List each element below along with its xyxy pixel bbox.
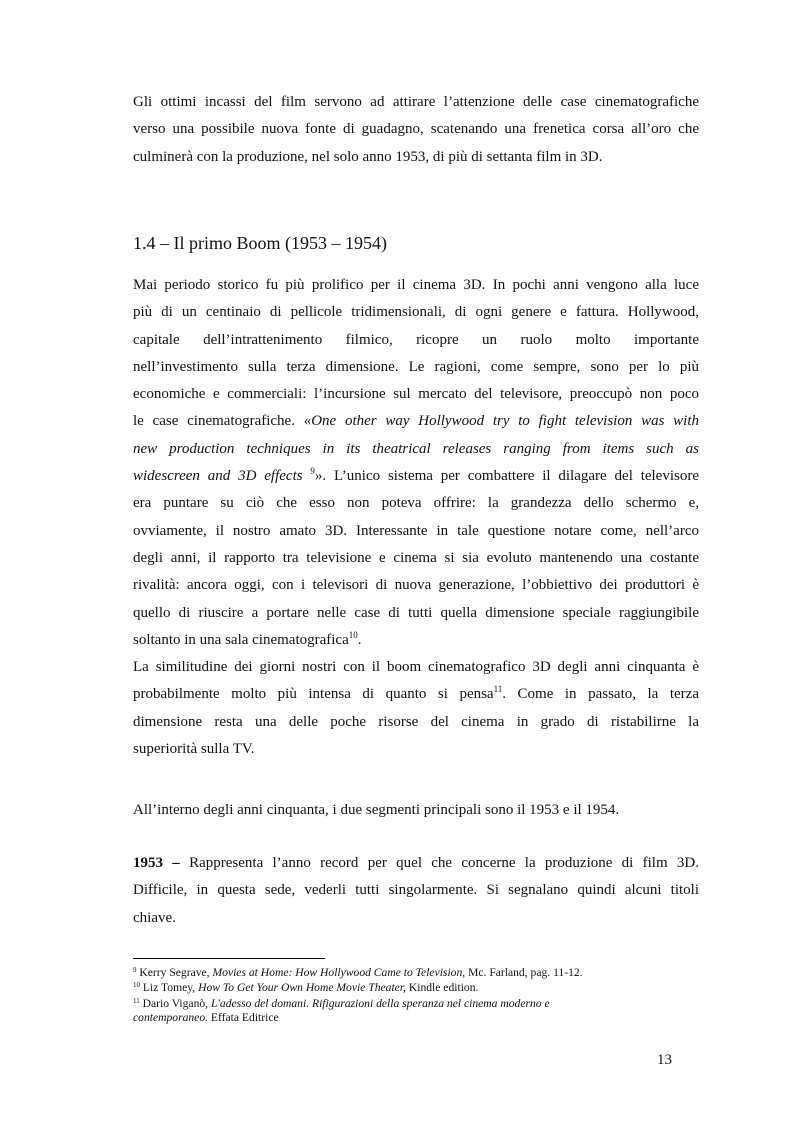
text-line: più di un centinaio di pellicole tridimensionali, di ogni genere e fattura. Hollywood, <box>133 304 699 321</box>
text-line: ovviamente, il nostro amato 3D. Interessante in tale questione notare come, nell’arco <box>133 522 699 539</box>
text-line: All’interno degli anni cinquanta, i due segmenti principali sono il 1953 e il 1954. <box>133 802 620 818</box>
text-line: degli anni, il rapporto tra televisione e cinema si sia evoluto mantenendo una costante <box>133 549 699 566</box>
paragraph-similitudine <box>133 654 699 763</box>
footnote-ref-10[interactable]: 10 <box>348 629 358 640</box>
text-line: le case cinematografiche. «One other way Hollywood try to fight television was with <box>133 413 700 430</box>
text-line: era puntare su ciò che esso non poteva offrire: la grandezza dello schermo e, <box>133 495 699 512</box>
footnote-11: $^{11}$ Dario Viganò, L'adesso del domani. Rifigurazioni della speranza nel cinema moderno e contemporaneo. Effata Editrice <box>133 997 550 1024</box>
intro-paragraph <box>133 89 699 171</box>
footnote-10: $^{10}$ Liz Tomey, How To Get Your Own Home Movie Theater, Kindle edition. <box>133 981 479 994</box>
quote-text: widescreen and 3D effects <box>133 468 303 485</box>
text-line: soltanto in una sala cinematografica$^{10}$. <box>133 629 362 648</box>
text-line: capitale dell’intrattenimento filmico, ricopre un ruolo molto importante <box>133 331 699 348</box>
text-line: La similitudine dei giorni nostri con il boom cinematografico 3D degli anni cinquanta è <box>133 659 699 675</box>
page-number: 13 <box>657 1052 672 1068</box>
section-heading: 1.4 – Il primo Boom (1953 – 1954) <box>133 233 387 253</box>
text-line: quello di riuscire a portare nelle case di tutti quella dimensione speciale raggiungibile <box>133 604 699 621</box>
text-line: widescreen and 3D effects $^9$». L’unico sistema per combattere il dilagare del televisore <box>133 466 700 485</box>
text-line: 1953 – Rappresenta l’anno record per quel che concerne la produzione di film 3D. <box>133 855 700 871</box>
text-line: verso una possibile nuova fonte di guadagno, scatenando una frenetica corsa all’oro che <box>133 121 699 138</box>
text-line: Mai periodo storico fu più prolifico per il cinema 3D. In pochi anni vengono alla luce <box>133 277 699 293</box>
text-line: rivalità: ancora oggi, con i televisori di nuova generazione, l’obbiettivo dei produttori è <box>133 577 699 594</box>
text-line: Difficile, in questa sede, vederli tutti singolarmente. Si segnalano quindi alcuni titoli <box>133 882 699 899</box>
year-label: 1953 – <box>133 855 180 871</box>
footnote-9: $^9$ Kerry Segrave, Movies at Home: How Hollywood Came to Television, Mc. Farland, pag. 11-12. <box>133 966 583 979</box>
footnote-separator <box>133 958 325 959</box>
footnote-ref-9[interactable]: 9 <box>310 466 315 477</box>
paragraph-segmenti <box>133 797 699 824</box>
text-line: culminerà con la produzione, nel solo anno 1953, di più di settanta film in 3D. <box>133 148 603 165</box>
text-line: probabilmente molto più intensa di quanto si pensa$^{11}$. Come in passato, la terza <box>133 684 699 703</box>
text-line: economiche e commerciali: l’incursione sul mercato del televisore, preoccupò non poco <box>133 386 699 403</box>
text-line: superiorità sulla TV. <box>133 740 255 757</box>
footnote-ref-11[interactable]: 11 <box>493 684 503 695</box>
text-line: nell’investimento sulla terza dimensione. Le ragioni, come sempre, sono per lo più <box>133 358 699 375</box>
quote-text: new production techniques in its theatrical releases ranging from items such as <box>133 440 699 457</box>
text-line <box>133 436 699 463</box>
text-line: Gli ottimi incassi del film servono ad attirare l’attenzione delle case cinematografiche <box>133 94 699 110</box>
paragraph-1953 <box>133 850 699 932</box>
text-line: dimensione resta una delle poche risorse del cinema in grado di ristabilirne la <box>133 713 699 730</box>
text-line: chiave. <box>133 909 176 926</box>
paragraph-primo-boom <box>133 272 699 654</box>
quote-text: One other way Hollywood try to fight television was with <box>311 413 700 430</box>
